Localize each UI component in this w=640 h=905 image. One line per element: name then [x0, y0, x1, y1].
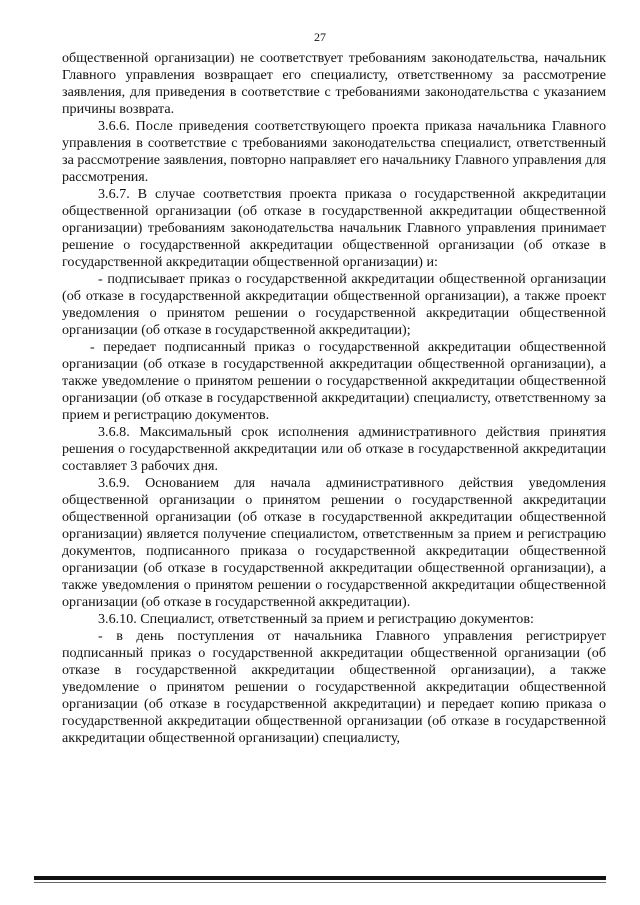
list-item-sign-order: - подписывает приказ о государственной аккредитации общественной организации (об отказе в государственной аккредитации общественной организации), а также проект уведомления о принятом решении о государственной аккредитации общественной организации (об отказе в государственной аккредитации);	[62, 271, 606, 338]
list-item-register-order: - в день поступления от начальника Главного управления регистрирует подписанный приказ о государственной аккредитации общественной организации (об отказе в государственной аккредитации общественной организации), а также уведомление о принятом решении о государственной аккредитации общественной организации (об отказе в государственной аккредитации) и передает копию приказа о государственной аккредитации общественной организации (об отказе в государственной аккредитации общественной организации) специалисту,	[62, 628, 606, 746]
paragraph-continuation: общественной организации) не соответствует требованиям законодательства, начальник Главного управления возвращает его специалисту, ответственному за рассмотрение заявления, для приведения в соответствие с требованиями законодательства с указанием причины возврата.	[62, 50, 606, 117]
page-number: 27	[314, 30, 326, 44]
list-item-transfer-order: - передает подписанный приказ о государственной аккредитации общественной организации (об отказе в государственной аккредитации общественной организации), а также уведомление о принятом решении о государственной аккредитации общественной организации (об отказе в государственной аккредитации) специалисту, ответственному за прием и регистрацию документов.	[62, 339, 606, 423]
document-body	[62, 50, 606, 747]
footer-rule-thin	[34, 882, 606, 883]
paragraph-3-6-10: 3.6.10. Специалист, ответственный за прием и регистрацию документов:	[98, 611, 534, 627]
paragraph-3-6-8: 3.6.8. Максимальный срок исполнения административного действия принятия решения о государственной аккредитации или об отказе в государственной аккредитации составляет 3 рабочих дня.	[62, 424, 606, 474]
paragraph-3-6-7: 3.6.7. В случае соответствия проекта приказа о государственной аккредитации общественной организации (об отказе в государственной аккредитации общественной организации) требованиям законодательства начальник Главного управления принимает решение о государственной аккредитации общественной организации (об отказе в государственной аккредитации общественной организации) и:	[62, 186, 606, 270]
paragraph-3-6-9: 3.6.9. Основанием для начала административного действия уведомления общественной организации о принятом решении о государственной аккредитации общественной организации (об отказе в государственной аккредитации общественной организации) является получение специалистом, ответственным за прием и регистрацию документов, подписанного приказа о государственной аккредитации общественной организации (об отказе в государственной аккредитации общественной организации), а также уведомления о принятом решении о государственной аккредитации общественной организации (об отказе в государственной аккредитации).	[62, 475, 606, 610]
paragraph-3-6-6: 3.6.6. После приведения соответствующего проекта приказа начальника Главного управления в соответствие с требованиями законодательства специалист, ответственный за рассмотрение заявления, повторно направляет его начальнику Главного управления для рассмотрения.	[62, 118, 606, 185]
footer-rule	[34, 876, 606, 880]
